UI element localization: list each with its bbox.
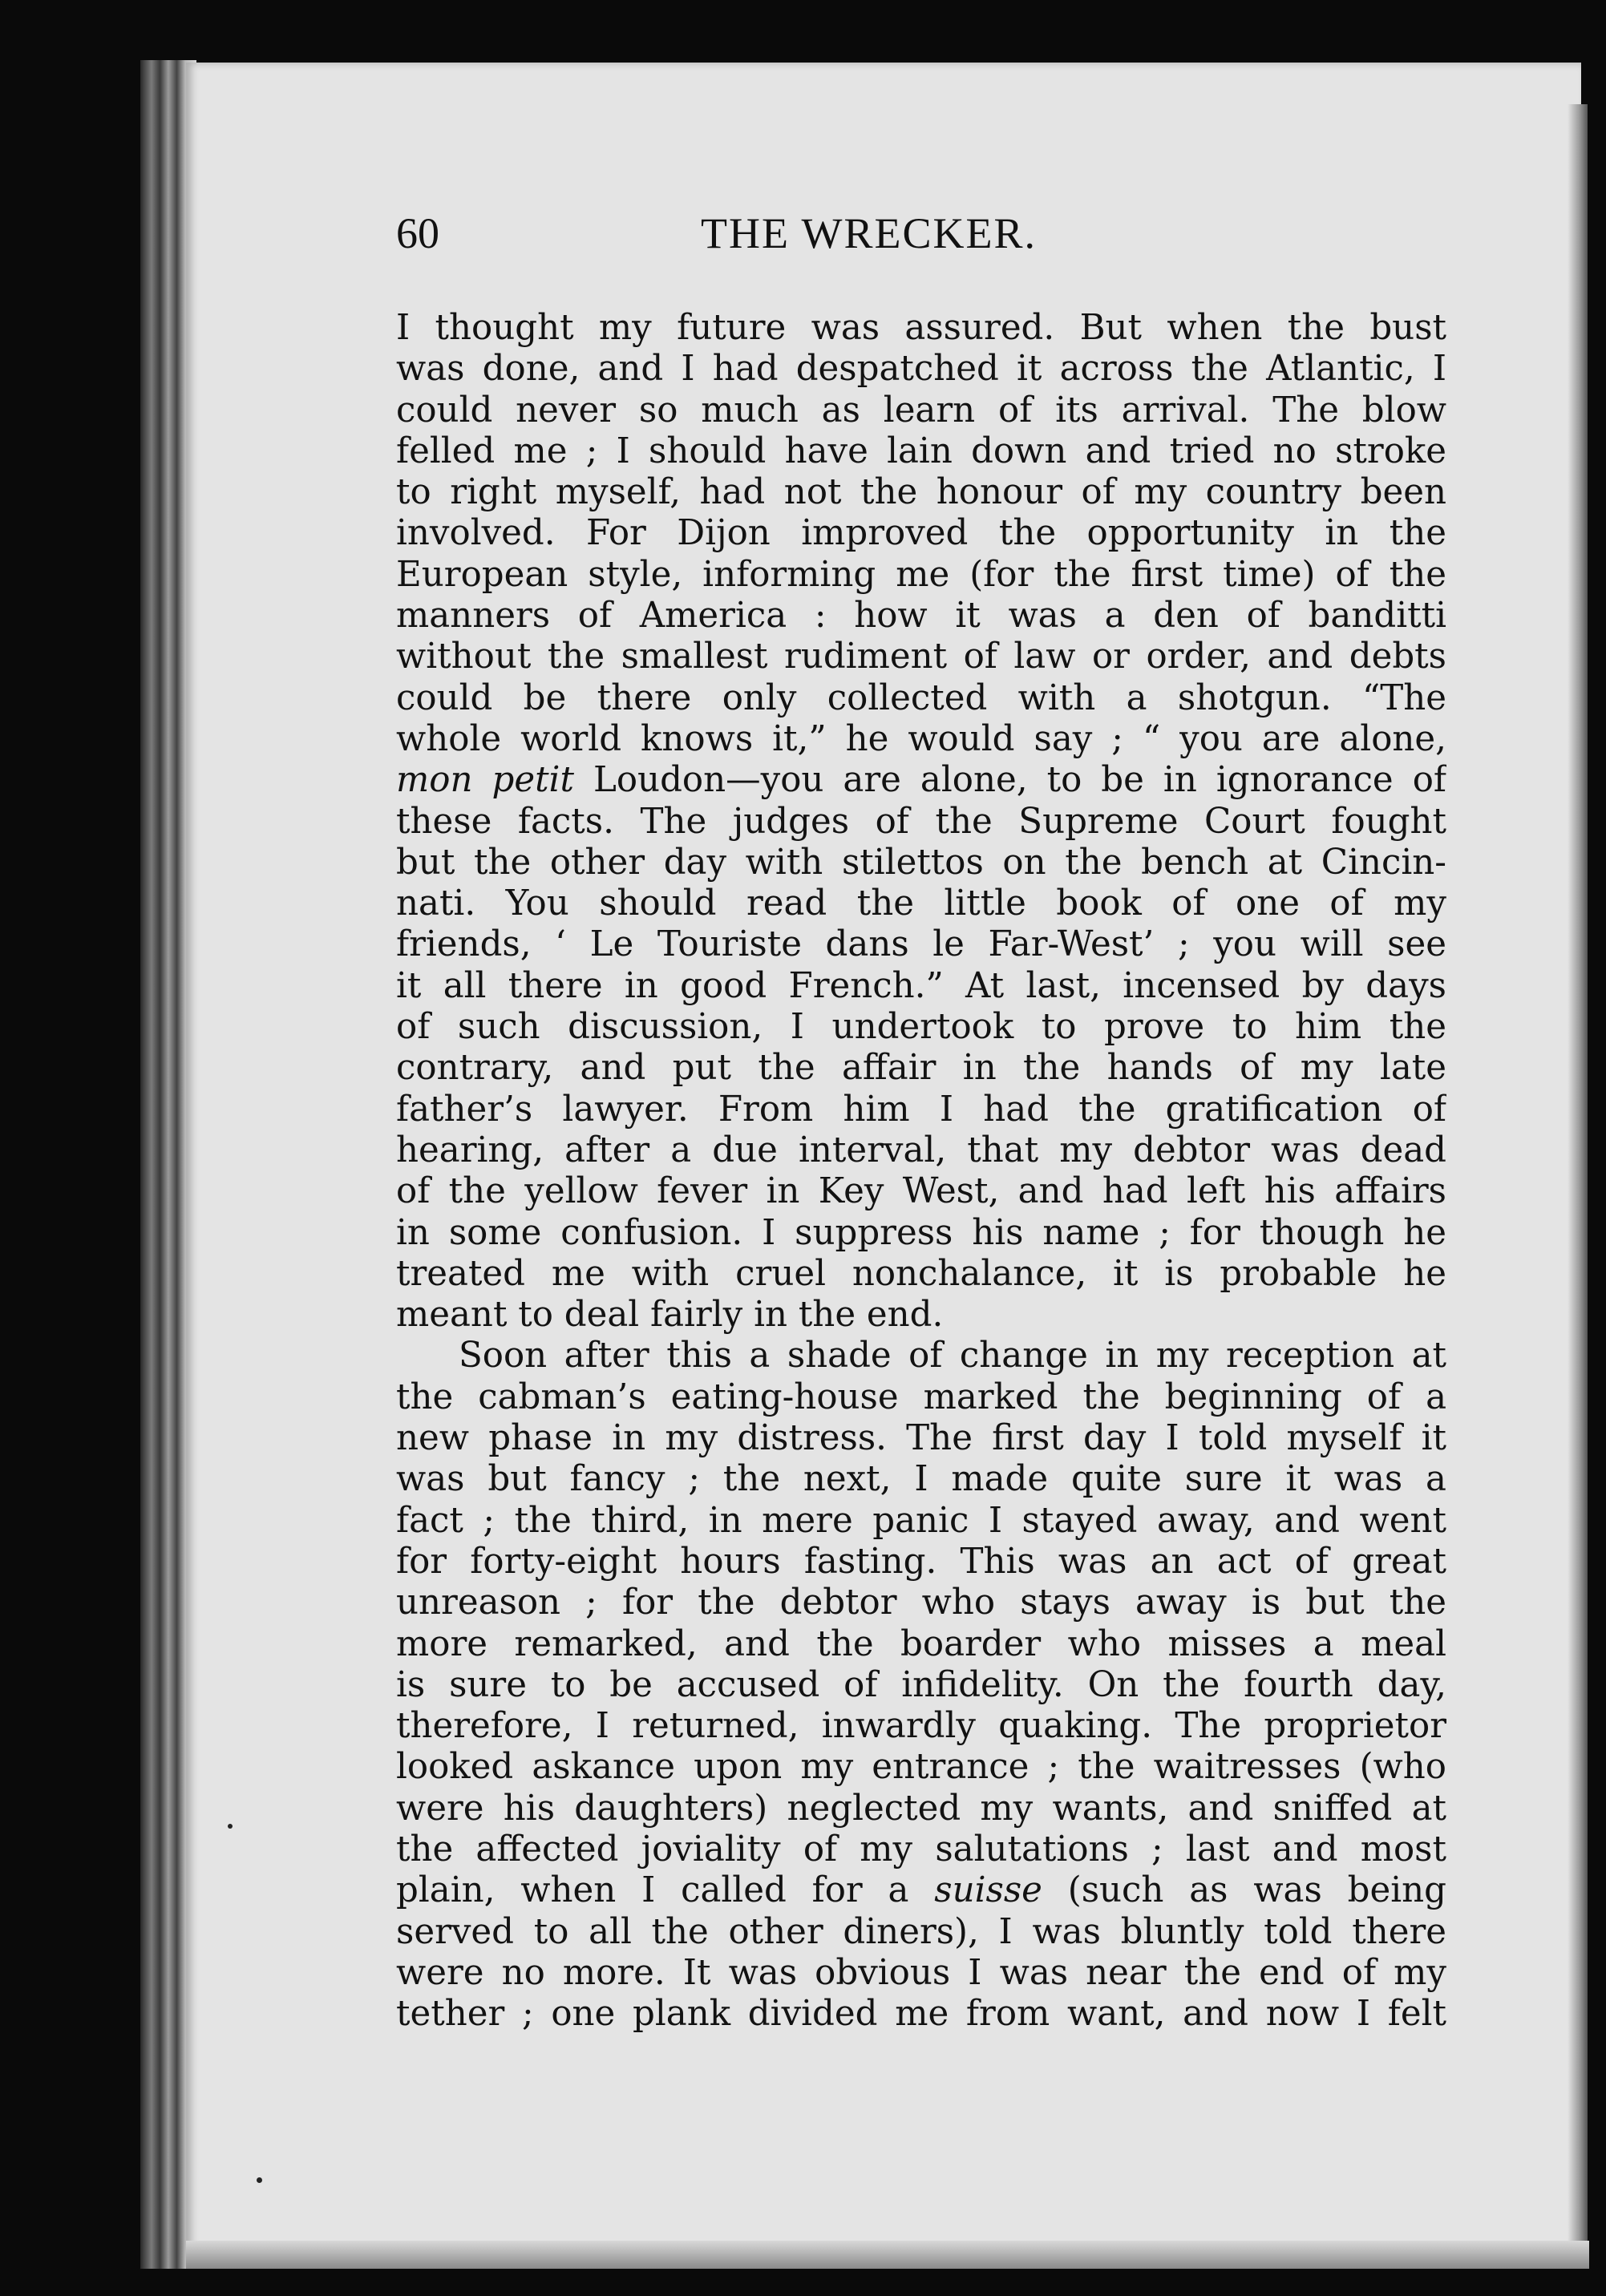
text-line: treated me with cruel nonchalance, it is probable he	[396, 1253, 1446, 1294]
text-line: could be there only collected with a shotgun. “The	[396, 677, 1446, 718]
text-line: Soon after this a shade of change in my reception at	[459, 1336, 1446, 1376]
text-line: without the smallest rudiment of law or order, and debts	[396, 637, 1446, 677]
text-line: were no more. It was obvious I was near the end of my	[396, 1952, 1446, 1993]
text-line: to right myself, had not the honour of my country been	[396, 472, 1446, 513]
page-number: 60	[396, 209, 439, 257]
text-line: meant to deal fairly in the end.	[396, 1295, 944, 1336]
text-line: felled me ; I should have lain down and tried no stroke	[396, 430, 1446, 471]
text-line: fact ; the third, in mere panic I stayed away, and went	[396, 1500, 1446, 1541]
text-line: more remarked, and the boarder who misses a meal	[396, 1623, 1446, 1664]
text-line: it all there in good French.” At last, incensed by days	[396, 965, 1446, 1006]
text-line: whole world knows it,” he would say ; “ you are alone,	[396, 718, 1446, 759]
text-line: involved. For Dijon improved the opportunity in the	[396, 513, 1446, 554]
text-line: friends, ‘ Le Touriste dans le Far-West’ ; you will see	[396, 924, 1446, 965]
text-line: looked askance upon my entrance ; the waitresses (who	[396, 1747, 1446, 1788]
text-segment: plain, when I called for a	[396, 1870, 935, 1911]
text-line: therefore, I returned, inwardly quaking. The proprietor	[396, 1706, 1446, 1747]
text-line: of the yellow fever in Key West, and had left his affairs	[396, 1171, 1446, 1212]
text-line: were his daughters) neglected my wants, and sniffed at	[396, 1788, 1446, 1829]
text-line: served to all the other diners), I was bluntly told there	[396, 1911, 1446, 1952]
text-line: new phase in my distress. The first day I told myself it	[396, 1418, 1446, 1459]
text-line: European style, informing me (for the first time) of the	[396, 554, 1446, 595]
text-line: could never so much as learn of its arrival. The blow	[396, 390, 1446, 430]
text-line: hearing, after a due interval, that my debtor was dead	[396, 1130, 1446, 1170]
text-line: in some confusion. I suppress his name ; for though he	[396, 1212, 1446, 1253]
body-text	[396, 308, 1446, 2035]
text-line: contrary, and put the affair in the hands of my late	[396, 1048, 1446, 1089]
text-line	[396, 760, 1446, 801]
text-line: but the other day with stilettos on the bench at Cincin-	[396, 842, 1446, 883]
text-line: was but fancy ; the next, I made quite sure it was a	[396, 1459, 1446, 1500]
text-segment: Loudon—you are alone, to be in ignorance of	[573, 760, 1446, 801]
text-line: is sure to be accused of infidelity. On the fourth day,	[396, 1664, 1446, 1705]
text-line: tether ; one plank divided me from want, and now I felt	[396, 1994, 1446, 2035]
text-segment: (such as was being	[1042, 1870, 1446, 1911]
text-line: the cabman’s eating-house marked the beginning of a	[396, 1376, 1446, 1417]
text-line: I thought my future was assured. But when the bust	[396, 308, 1446, 348]
book-title: THE WRECKER.	[701, 209, 1037, 257]
text-line: of such discussion, I undertook to prove to him the	[396, 1007, 1446, 1048]
running-head	[396, 208, 1446, 273]
text-line: for forty-eight hours fasting. This was an act of great	[396, 1541, 1446, 1582]
text-line	[396, 1870, 1446, 1911]
page-right-edge	[1568, 104, 1588, 2261]
text-line: was done, and I had despatched it across the Atlantic, I	[396, 349, 1446, 390]
ink-speck	[257, 2177, 262, 2183]
text-line: these facts. The judges of the Supreme Court fought	[396, 801, 1446, 842]
text-line: manners of America : how it was a den of banditti	[396, 596, 1446, 637]
text-line: unreason ; for the debtor who stays away is but the	[396, 1583, 1446, 1623]
ink-speck	[228, 1824, 233, 1829]
text-line: father’s lawyer. From him I had the gratification of	[396, 1089, 1446, 1130]
text-line: the affected joviality of my salutations ; last and most	[396, 1829, 1446, 1870]
text-line: nati. You should read the little book of one of my	[396, 883, 1446, 924]
italic-phrase: mon petit	[396, 760, 574, 801]
page-bottom-edge	[186, 2241, 1589, 2269]
italic-phrase: suisse	[934, 1870, 1042, 1911]
